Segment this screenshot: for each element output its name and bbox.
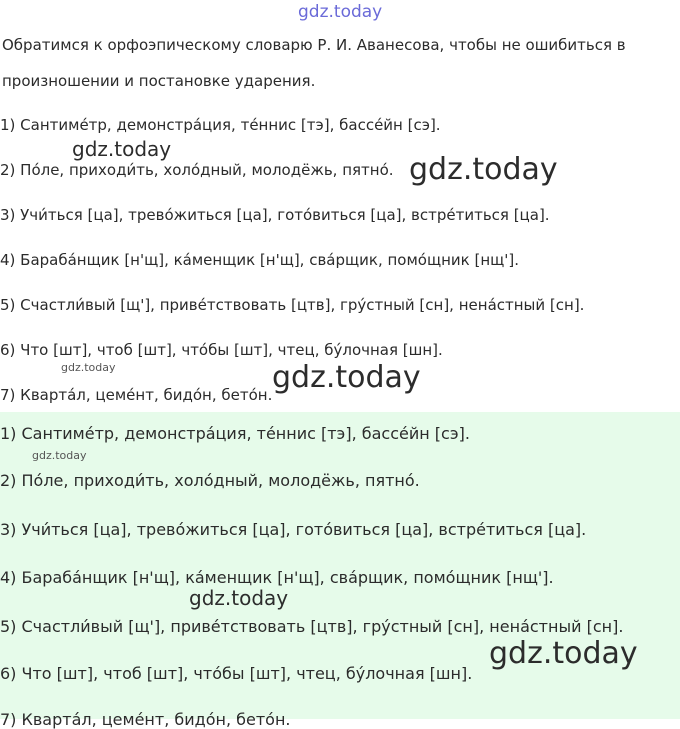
list-item-6: 6) Что [шт], чтоб [шт], что́бы [шт], чтец, бу́лочная [шн]. bbox=[0, 341, 443, 359]
answer-item-7: 7) Кварта́л, цеме́нт, бидо́н, бето́н. bbox=[0, 710, 291, 729]
list-item-1: 1) Сантиме́тр, демонстра́ция, те́ннис [тэ], бассе́йн [сэ]. bbox=[0, 116, 441, 134]
answer-item-3: 3) Учи́ться [ца], трево́житься [ца], гото́виться [ца], встре́титься [ца]. bbox=[0, 520, 587, 539]
watermark: gdz.today bbox=[272, 360, 421, 395]
intro-line-1: Обратимся к орфоэпическому словарю Р. И. Аванесова, чтобы не ошибиться в bbox=[2, 36, 626, 54]
watermark-top: gdz.today bbox=[298, 2, 383, 22]
watermark: gdz.today bbox=[409, 152, 558, 187]
watermark: gdz.today bbox=[32, 449, 87, 462]
watermark: gdz.today bbox=[489, 636, 638, 671]
watermark: gdz.today bbox=[72, 137, 172, 161]
list-item-4: 4) Бараба́нщик [н'щ], ка́менщик [н'щ], сва́рщик, помо́щник [нщ']. bbox=[0, 251, 520, 269]
answer-item-2: 2) По́ле, приходи́ть, холо́дный, молодёжь, пятно́. bbox=[0, 471, 420, 490]
list-item-2: 2) По́ле, приходи́ть, холо́дный, молодёжь, пятно́. bbox=[0, 161, 394, 179]
intro-line-2: произношении и постановке ударения. bbox=[2, 72, 316, 90]
watermark: gdz.today bbox=[61, 361, 116, 374]
watermark: gdz.today bbox=[189, 586, 289, 610]
answer-item-1: 1) Сантиме́тр, демонстра́ция, те́ннис [тэ], бассе́йн [сэ]. bbox=[0, 424, 470, 443]
answer-item-6: 6) Что [шт], чтоб [шт], что́бы [шт], чтец, бу́лочная [шн]. bbox=[0, 664, 473, 683]
list-item-5: 5) Счастли́вый [щ'], приве́тствовать [цтв], гру́стный [сн], нена́стный [сн]. bbox=[0, 296, 585, 314]
answer-item-5: 5) Счастли́вый [щ'], приве́тствовать [цтв], гру́стный [сн], нена́стный [сн]. bbox=[0, 617, 624, 636]
list-item-3: 3) Учи́ться [ца], трево́житься [ца], гото́виться [ца], встре́титься [ца]. bbox=[0, 206, 550, 224]
answer-item-4: 4) Бараба́нщик [н'щ], ка́менщик [н'щ], сва́рщик, помо́щник [нщ']. bbox=[0, 568, 554, 587]
list-item-7: 7) Кварта́л, цеме́нт, бидо́н, бето́н. bbox=[0, 386, 273, 404]
